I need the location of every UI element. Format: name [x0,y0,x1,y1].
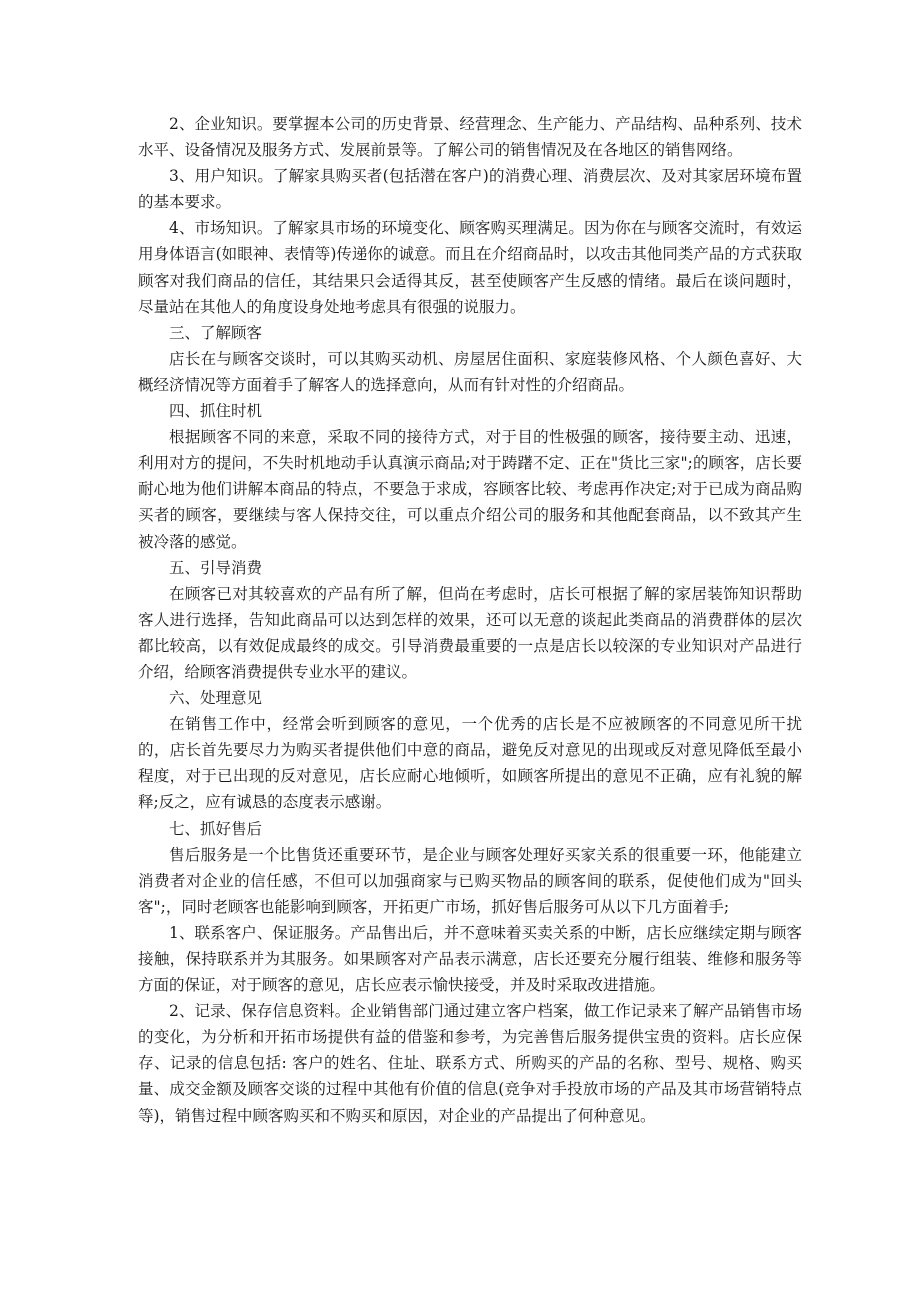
paragraph-user-knowledge: 3、用户知识。了解家具购买者(包括潜在客户)的消费心理、消费层次、及对其家居环境布置的基本要求。 [138,167,802,212]
paragraph-contact-customers: 1、联系客户、保证服务。产品售出后，并不意味着买卖关系的中断，店长应继续定期与顾客接触，保持联系并为其服务。如果顾客对产品表示满意，店长还要充分履行组装、维修和服务等方面的保证，对于顾客的意见，店长应表示愉快接受，并及时采取改进措施。 [138,923,802,995]
section-heading-seize-opportunity: 四、抓住时机 [169,402,263,421]
paragraph-seize-opportunity: 根据顾客不同的来意，采取不同的接待方式，对于目的性极强的顾客，接待要主动、迅速，利用对方的提问，不失时机地动手认真演示商品;对于踌躇不定、正在"货比三家";的顾客，店长要耐心地为他们讲解本商品的特点，不要急于求成，容顾客比较、考虑再作决定;对于已成为商品购买者的顾客，要继续与客人保持交往，可以重点介绍公司的服务和其他配套商品，以不致其产生被冷落的感觉。 [138,428,802,551]
section-heading-handle-opinions: 六、处理意见 [169,689,263,708]
document-page [138,111,802,1129]
section-heading-understand-customers: 三、了解顾客 [169,323,263,342]
paragraph-enterprise-knowledge: 2、企业知识。要掌握本公司的历史背景、经营理念、生产能力、产品结构、品种系列、技术水平、设备情况及服务方式、发展前景等。了解公司的销售情况及在各地区的销售网络。 [138,115,802,160]
paragraph-market-knowledge: 4、市场知识。了解家具市场的环境变化、顾客购买理满足。因为你在与顾客交流时，有效运用身体语言(如眼神、表情等)传递你的诚意。而且在介绍商品时，以攻击其他同类产品的方式获取顾客对我们商品的信任，其结果只会适得其反，甚至使顾客产生反感的情绪。最后在谈问题时，尽量站在其他人的角度设身处地考虑具有很强的说服力。 [138,219,802,316]
section-heading-guide-consumption: 五、引导消费 [169,558,263,577]
paragraph-after-sales: 售后服务是一个比售货还重要环节，是企业与顾客处理好买家关系的很重要一环，他能建立消费者对企业的信任感，不但可以加强商家与已购买物品的顾客间的联系，促使他们成为"回头客";，同时老顾客也能影响到顾客，开拓更广市场，抓好售后服务可从以下几方面着手; [138,845,802,916]
section-heading-after-sales: 七、抓好售后 [169,819,263,838]
paragraph-handle-opinions: 在销售工作中，经常会听到顾客的意见，一个优秀的店长是不应被顾客的不同意见所干扰的，店长首先要尽力为购买者提供他们中意的商品，避免反对意见的出现或反对意见降低至最小程度，对于已出现的反对意见，店长应耐心地倾听，如顾客所提出的意见不正确，应有礼貌的解释;反之，应有诚恳的态度表示感谢。 [138,715,802,812]
paragraph-understand-customers: 店长在与顾客交谈时，可以其购买动机、房屋居住面积、家庭装修风格、个人颜色喜好、大概经济情况等方面着手了解客人的选择意向，从而有针对性的介绍商品。 [138,349,802,394]
paragraph-record-information: 2、记录、保存信息资料。企业销售部门通过建立客户档案，做工作记录来了解产品销售市场的变化，为分析和开拓市场提供有益的借鉴和参考，为完善售后服务提供宝贵的资料。店长应保存、记录的信息包括: 客户的姓名、住址、联系方式、所购买的产品的名称、型号、规格、购买量、成交金额及顾客交谈的过程中其他有价值的信息(竞争对手投放市场的产品及其市场营销特点等)，销售过程中顾客购买和不购买和原因，对企业的产品提出了何种意见。 [138,1002,802,1125]
paragraph-guide-consumption: 在顾客已对其较喜欢的产品有所了解，但尚在考虑时，店长可根据了解的家居装饰知识帮助客人进行选择，告知此商品可以达到怎样的效果，还可以无意的谈起此类商品的消费群体的层次都比较高，以有效促成最终的成交。引导消费最重要的一点是店长以较深的专业知识对产品进行介绍，给顾客消费提供专业水平的建议。 [138,584,802,681]
